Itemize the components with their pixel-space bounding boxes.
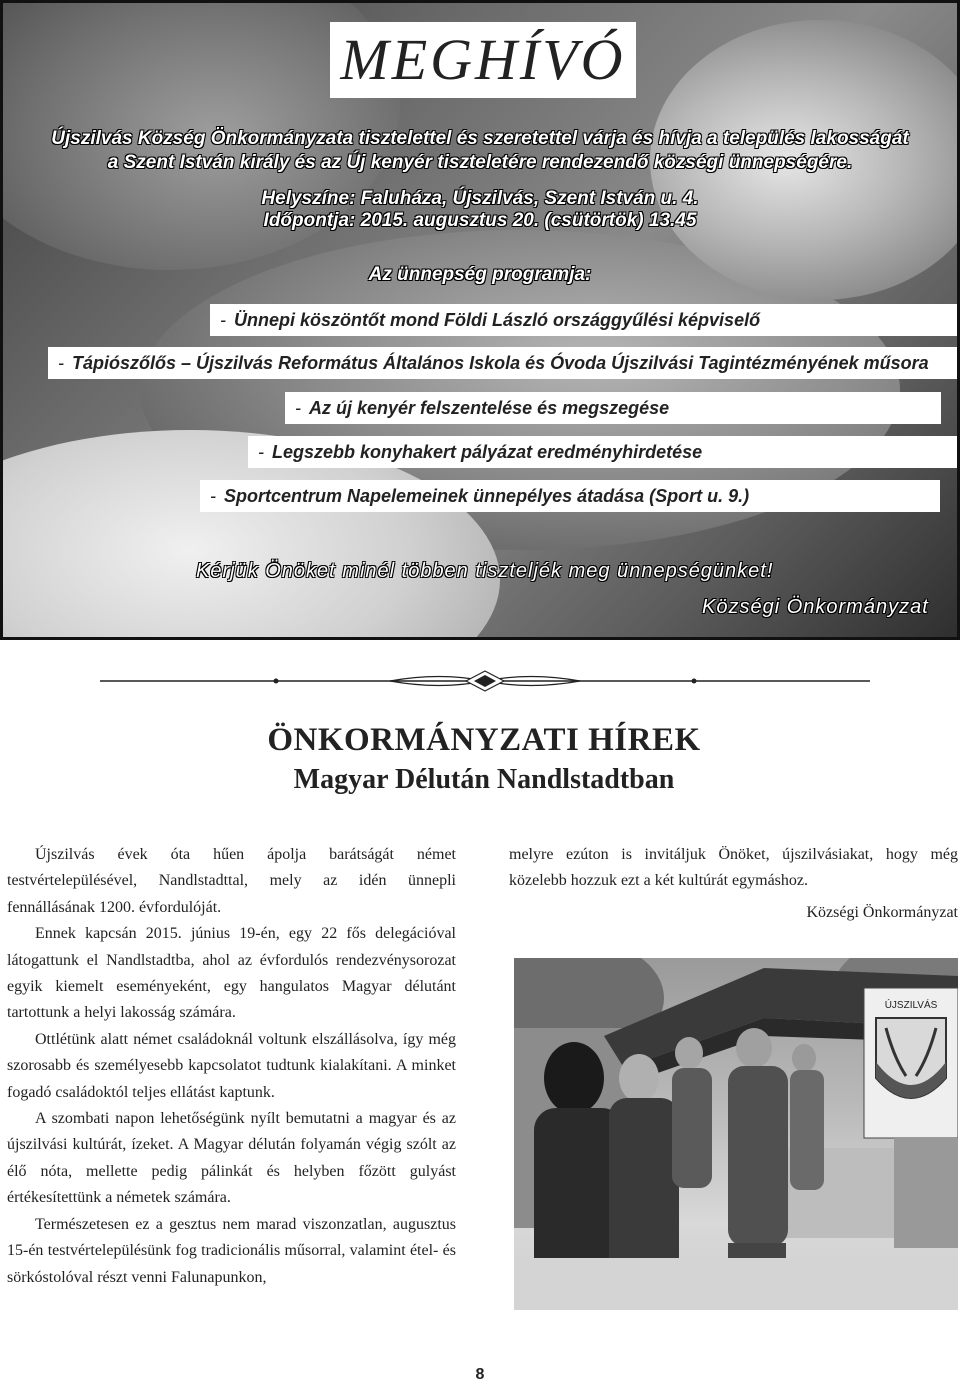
- invitation-time: Időpontja: 2015. augusztus 20. (csütörtök) 13.45: [263, 210, 697, 231]
- article-paragraph: A szombati napon lehetőségünk nyílt bemutatni a magyar és az újszilvási kultúrát, ízeket. A Magyar délután folyamán végig szólt az élő nóta, mellette pedig pálinkát és helyben főzött gulyást értékesítettünk a németek számára.: [7, 1110, 456, 1207]
- dash-bullet: -: [295, 398, 301, 418]
- invitation-closing: Kérjük Önöket minél többen tiszteljék meg ünnepségünket!: [196, 560, 774, 582]
- program-item-text: Tápiószőlős – Újszilvás Református Általános Iskola és Óvoda Újszilvási Tagintézményének műsora: [72, 353, 929, 373]
- program-item-text: Legszebb konyhakert pályázat eredményhirdetése: [272, 442, 703, 462]
- invitation-line-2: a Szent István király és az Új kenyér tiszteletére rendezendő községi ünnepségére.: [107, 152, 853, 173]
- article-paragraph: melyre ezúton is invitáljuk Önöket, újszilvásiakat, hogy még közelebb hozzuk ezt a két kultúrát egymáshoz.: [509, 846, 958, 890]
- article-signature: Községi Önkormányzat: [806, 904, 958, 921]
- dash-bullet: -: [258, 442, 264, 462]
- page-number: 8: [475, 1366, 485, 1383]
- invitation-venue: Helyszíne: Faluháza, Újszilvás, Szent István u. 4.: [261, 188, 699, 209]
- program-item-text: Sportcentrum Napelemeinek ünnepélyes átadása (Sport u. 9.): [224, 486, 750, 506]
- article-right-column: [509, 842, 958, 895]
- event-photo-illustration: [514, 958, 958, 1310]
- invitation-line-1: Újszilvás Község Önkormányzata tisztelettel és szeretettel várja és hívja a település lakosságát: [51, 128, 909, 149]
- article-paragraph: Ottlétünk alatt német családoknál voltunk elszállásolva, így még szorosabb és személyesebb kapcsolatot tudtunk kialakítani. A minket fogadó családoktól teljes ellátást kaptunk.: [7, 1030, 456, 1101]
- ornamental-divider: [100, 668, 870, 694]
- dash-bullet: -: [210, 486, 216, 506]
- section-title: ÖNKORMÁNYZATI HÍREK: [267, 722, 701, 758]
- dash-bullet: -: [58, 353, 64, 373]
- poster-frame: [0, 0, 960, 640]
- article-left-column: [7, 842, 456, 1291]
- dash-bullet: -: [220, 310, 226, 330]
- program-item-text: Ünnepi köszöntőt mond Földi László országgyűlési képviselő: [234, 310, 761, 330]
- event-photo: [514, 958, 958, 1310]
- article-paragraph: Ennek kapcsán 2015. június 19-én, egy 22 fős delegációval látogattunk el Nandlstadtba, ahol az évfordulós rendezvénysorozat egyik kiemelt eseményeként, egy hangulatos Magyar délutánt tartottunk a helyi lakosság számára.: [7, 925, 456, 1022]
- article-title: Magyar Délután Nandlstadtban: [293, 764, 675, 795]
- banner-text: ÚJSZILVÁS: [884, 1000, 938, 1011]
- program-item-text: Az új kenyér felszentelése és megszegése: [309, 398, 670, 418]
- invitation-title: MEGHÍVÓ: [340, 27, 626, 92]
- invitation-signature: Községi Önkormányzat: [702, 596, 929, 618]
- article-paragraph: Természetesen ez a gesztus nem marad viszonzatlan, augusztus 15-én testvértelepülésünk fog tradicionális műsorral, valamint étel- és sörkóstolóval részt venni Falunapunkon,: [7, 1215, 456, 1286]
- article-paragraph: Újszilvás évek óta hűen ápolja barátságát német testvértelepülésével, Nandlstadttal, mely az idén ünnepli fennállásának 1200. évfordulóját.: [7, 846, 456, 916]
- program-heading: Az ünnepség programja:: [368, 264, 592, 285]
- invitation-poster: [0, 0, 960, 640]
